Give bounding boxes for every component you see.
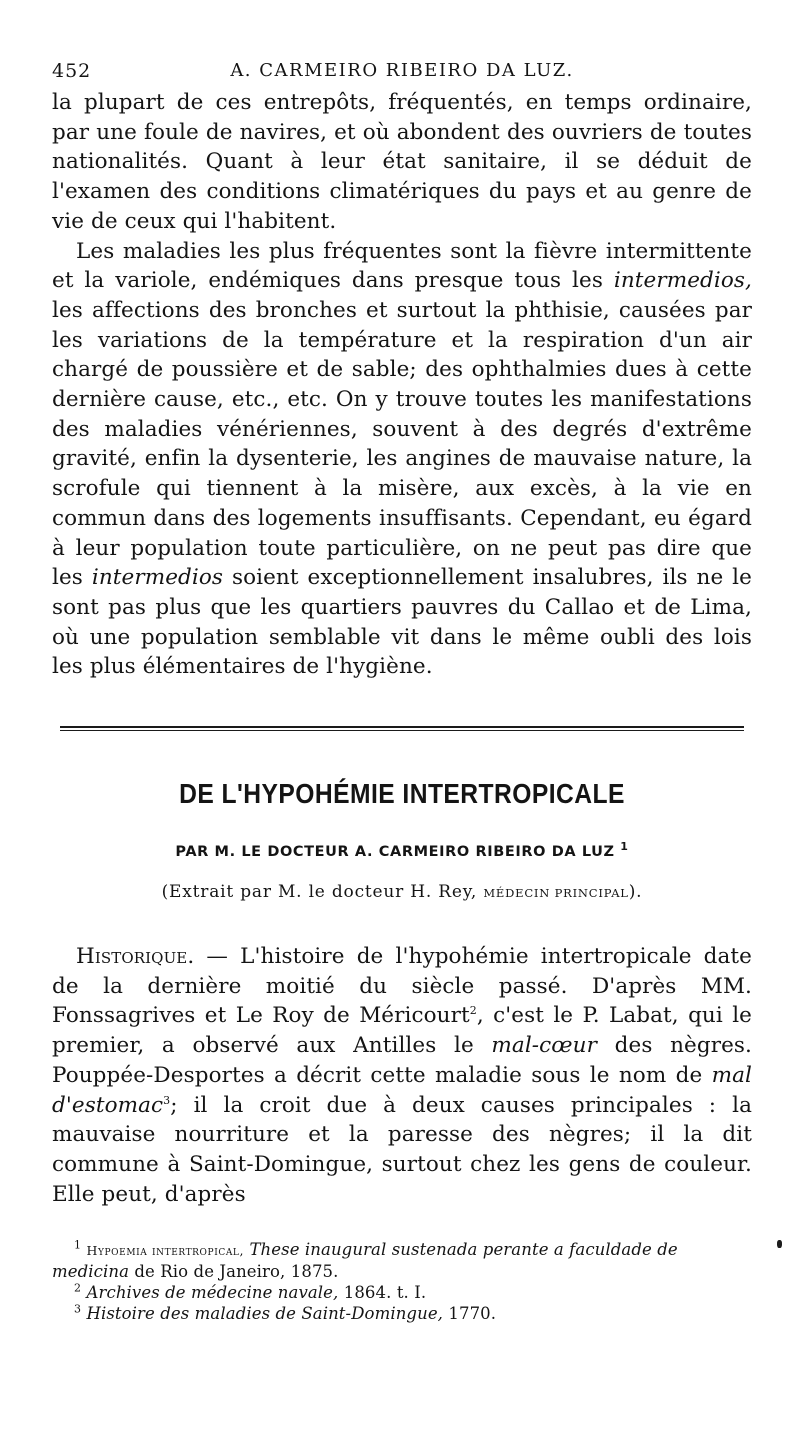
divider-thin-line: [60, 730, 744, 731]
footnote-ref-2: 2: [469, 1004, 477, 1018]
byline-footnote-marker: 1: [620, 840, 629, 854]
page-number: 452: [52, 60, 92, 82]
footnote-3-italic: Histoire des maladies de Saint-Domingue,: [86, 1304, 444, 1324]
extract-prefix: (Extrait par M. le docteur H. Rey,: [161, 882, 484, 903]
historique-text-d: ; il la croit due à deux causes principales : la mauvaise nourriture et la paresse des nègres; il la dit commune à Saint-Domingue, surtout chez les gens de couleur. Elle peut, d'après: [52, 1092, 752, 1207]
footnote-3: [52, 1303, 752, 1324]
italic-mal-estomac: mal d'estomac: [52, 1062, 752, 1118]
article-title: DE L'HYPOHÉMIE INTERTROPICALE: [179, 778, 625, 810]
byline-text: PAR M. LE DOCTEUR A. CARMEIRO RIBEIRO DA LUZ: [175, 844, 615, 861]
footnotes: [52, 1239, 752, 1324]
extract-role: MÉDECIN PRINCIPAL: [483, 886, 629, 901]
footnote-1-smallcaps: Hypoemia intertropical,: [86, 1243, 245, 1259]
intro-paragraph-2-text-b: les affections des bronches et surtout la phthisie, causées par les variations de la température et la respiration d'un air chargé de poussière et de sable; des ophthalmies dues à cette dernière cause, etc., etc. On y trouve toutes les manifestations des maladies vénériennes, souvent à des degrés d'extrême gravité, enfin la dysenterie, les angines de mauvaise nature, la scrofule qui tiennent à la misère, aux excès, à la vie en commun dans des logements insuffisants. Cependant, eu égard à leur population toute particulière, on ne peut pas dire que les: [52, 297, 752, 591]
footnote-2-rest: 1864. t. I.: [338, 1283, 427, 1303]
margin-ink-mark: [777, 1240, 782, 1248]
italic-mal-coeur: mal-cœur: [491, 1033, 597, 1059]
article-byline: [52, 840, 752, 861]
footnote-1-rest: de Rio de Janeiro, 1875.: [129, 1262, 339, 1282]
footnote-3-rest: 1770.: [443, 1304, 497, 1324]
book-page: [52, 58, 752, 1324]
extract-note: [52, 882, 752, 902]
intro-paragraph-1: la plupart de ces entrepôts, fréquentés, en temps ordinaire, par une foule de navires, et où abondent des ouvriers de toutes nationalités. Quant à leur état sanitaire, il se déduit de l'examen des conditions climatériques du pays et au genre de vie de ceux qui l'habitent.: [52, 90, 752, 234]
running-title: A. CARMEIRO RIBEIRO DA LUZ.: [230, 60, 574, 81]
divider-thick-line: [60, 726, 744, 728]
section-divider: [60, 726, 744, 730]
historique-text-c: des nègres. Pouppée-Desportes a décrit cette maladie sous le nom de: [52, 1033, 752, 1088]
historique-paragraph: [52, 942, 752, 1209]
footnote-3-marker: 3: [74, 1302, 82, 1316]
intro-italic-intermedios-1: intermedios,: [613, 268, 752, 294]
historique-text-b: , c'est le P. Labat, qui le premier, a observé aux Antilles le: [52, 1003, 752, 1059]
footnote-1: [52, 1239, 752, 1282]
intro-italic-intermedios-2: intermedios: [91, 565, 224, 591]
extract-suffix: ).: [628, 882, 643, 903]
footnote-2-italic: Archives de médecine navale,: [86, 1283, 339, 1303]
footnote-2-marker: 2: [74, 1281, 82, 1295]
intro-paragraph-2-text-a: Les maladies les plus fréquentes sont la fièvre intermittente et la variole, endémiques dans presque tous les: [52, 238, 752, 294]
intro-paragraph-2-text-c: soient exceptionnellement insalubres, ils ne le sont pas plus que les quartiers pauvres du Callao et de Lima, où une population semblable vit dans le même oubli des lois les plus élémentaires de l'hygiène.: [52, 565, 752, 680]
footnote-1-italic: These inaugural sustenada perante a faculdade de medicina: [52, 1240, 678, 1282]
historique-text-a: — L'histoire de l'hypohémie intertropicale date de la dernière moitié du siècle passé. D'après MM. Fonssagrives et Le Roy de Méricourt: [52, 944, 752, 1029]
footnote-2: [52, 1282, 752, 1303]
running-head: [52, 58, 752, 88]
intro-paragraph-2: [52, 237, 752, 683]
footnote-ref-3: 3: [163, 1093, 171, 1107]
footnote-1-marker: 1: [74, 1238, 82, 1252]
section-label: Historique.: [76, 944, 195, 970]
